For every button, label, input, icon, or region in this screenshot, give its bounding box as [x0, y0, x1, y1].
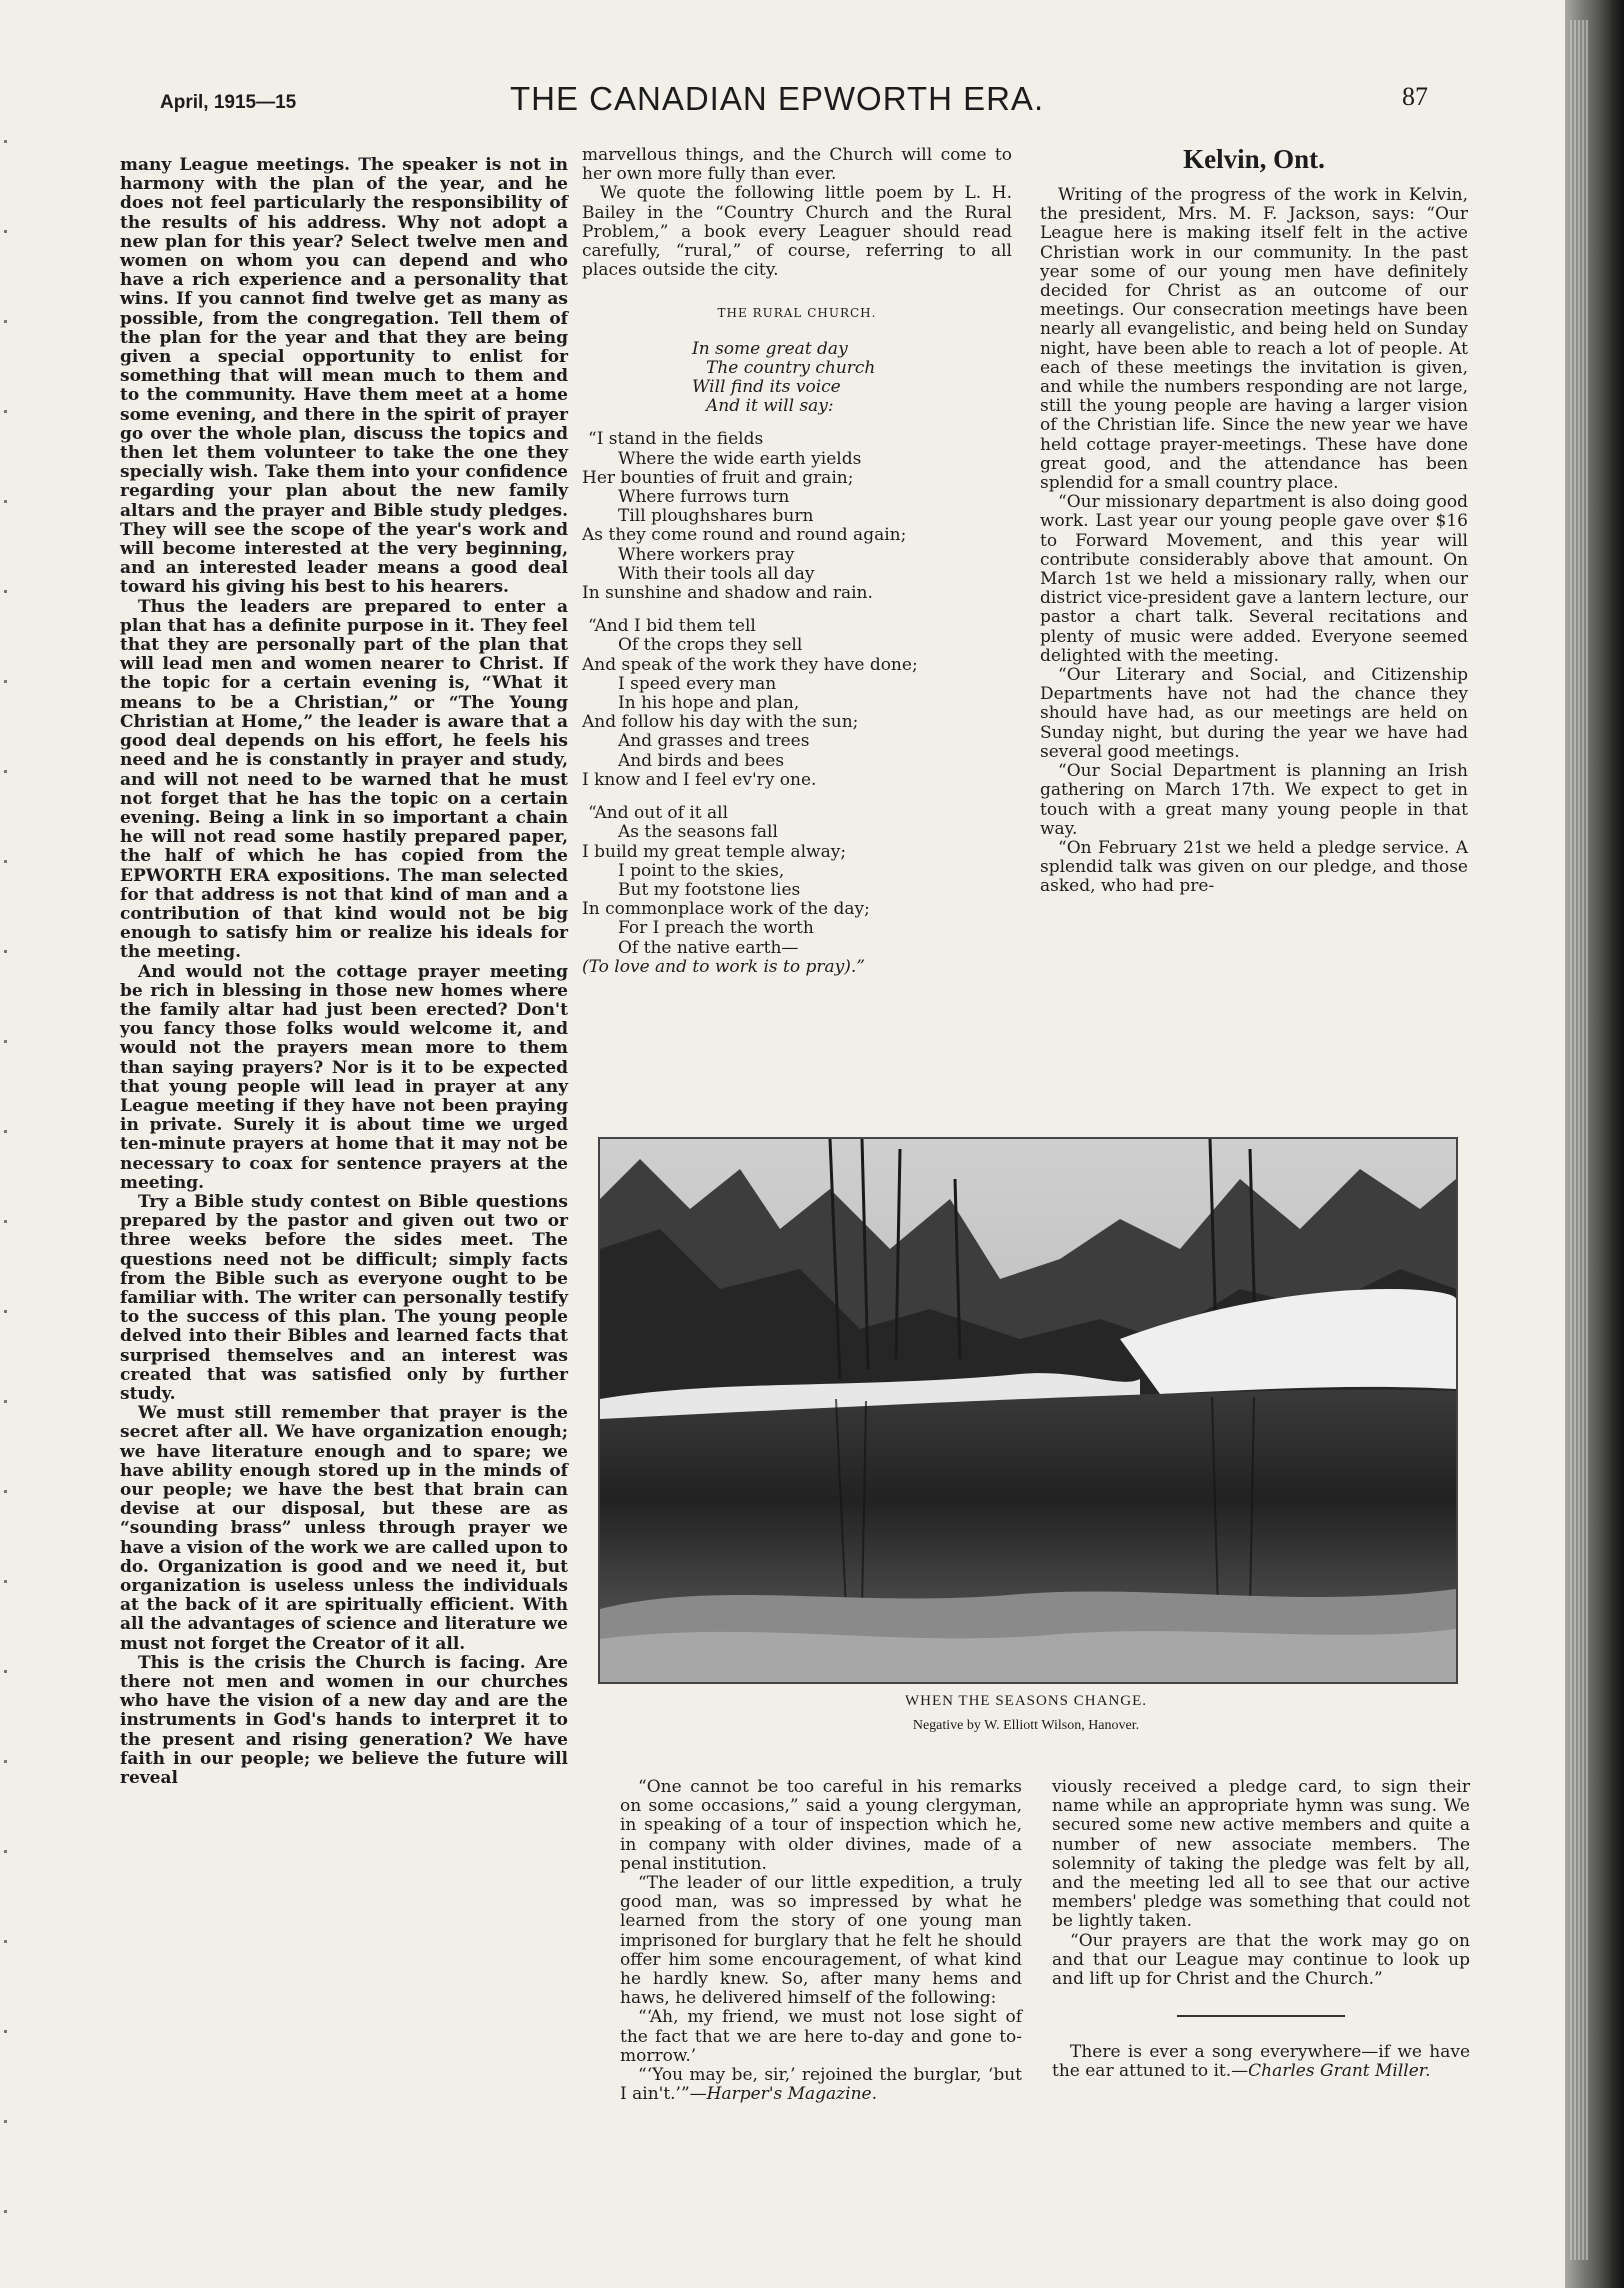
paragraph: “One cannot be too careful in his remarks on some occasions,” said a young clergyman, in speaking of a tour of inspection which he, in company with older divines, made of a penal institution. — [620, 1777, 1022, 1874]
section-heading: Kelvin, Ont. — [1183, 144, 1325, 174]
poem-line: Her bounties of fruit and grain; — [582, 467, 854, 488]
poem-line: “I stand in the fields — [588, 429, 764, 450]
paragraph: “On February 21st we held a pledge service. A splendid talk was given on our pledge, and those asked, who had pre- — [1040, 837, 1468, 897]
poem-line: I build my great temple alway; — [582, 841, 847, 862]
source-attribution: —Harper's Magazine. — [689, 2084, 877, 2105]
divider — [1177, 2015, 1345, 2017]
poem-title: THE RURAL CHURCH. — [717, 306, 877, 321]
poem-line: Where furrows turn — [618, 487, 790, 508]
poem-line: In commonplace work of the day; — [582, 899, 870, 920]
poem-line: I speed every man — [618, 673, 777, 694]
poem-line: In some great day — [692, 338, 848, 359]
issue-date: April, 1915—15 — [160, 92, 297, 113]
poem-line: Will find its voice — [692, 377, 841, 398]
winter-stream-photo — [598, 1137, 1458, 1684]
paragraph: “The leader of our little expedition, a truly good man, was so impressed by what he learned from the story of one young man imprisoned for burglary that he felt he should offer him some encouragement, of what kind he hardly knew. So, after many hems and haws, he delivered himself of the following: — [620, 1873, 1022, 2009]
poem-line: Of the crops they sell — [618, 635, 803, 656]
paragraph: “Our missionary department is also doing good work. Last year our young people gave over $16 to Forward Movement, and this year will contribute considerably above that amount. On March 1st we held a missionary rally, when our district vice-president gave a lantern lecture, our pastor a chart talk. Several recitations and plenty of music were added. Everyone seemed delighted with the meeting. — [1040, 492, 1468, 666]
poem-line: With their tools all day — [618, 563, 815, 584]
paragraph: “Our Literary and Social, and Citizenship Departments have not had the chance they should have had, as our meetings are held on Sunday night, but during the year we have had several good meetings. — [1040, 665, 1468, 762]
poem-line: But my footstone lies — [618, 879, 801, 900]
photo-caption: WHEN THE SEASONS CHANGE. — [904, 1693, 1148, 1709]
poem-line: “And I bid them tell — [588, 616, 756, 637]
paragraph: Writing of the progress of the work in Kelvin, the president, Mrs. M. F. Jackson, says: “Our League here is making itself felt in the active Christian work in our community. In the past year some of our young men have definitely decided for Christ as an outcome of our meetings. Our consecration meetings have been nearly all evangelistic, and being held on Sunday night, have been able to reach a lot of people. At each of these meetings the invitation is given, and while the numbers responding are not large, still the young people are having a larger vision of the Christian life. Since the new year we have held cottage prayer-meetings. These have done great good, and the attendance has been splendid for a small country place. — [1040, 185, 1468, 494]
page-edges — [1570, 20, 1588, 2260]
poem-stanza-1 — [582, 430, 1012, 603]
quote — [1052, 2043, 1470, 2081]
paragraph: Try a Bible study contest on Bible questions prepared by the pastor and given out two or three weeks before the sides meet. The questions need not be difficult; simply facts from the Bible such as everyone ought to be familiar with. The writer can personally testify to the success of this plan. The young people delved into their Bibles and learned facts that surprised themselves and an interest was created that was satisfied only by further study. — [120, 1191, 568, 1404]
paragraph: We quote the following little poem by L. H. Bailey in the “Country Church and the Rural Problem,” a book every Leaguer should read carefully, “rural,” of course, referring to all places outside the city. — [582, 183, 1012, 281]
paragraph — [620, 2066, 1022, 2104]
poem-line: Till ploughshares burn — [618, 506, 814, 527]
poem-line: And birds and bees — [618, 750, 785, 771]
poem-line: Where the wide earth yields — [618, 448, 862, 469]
paragraph: And would not the cottage prayer meeting be rich in blessing in those new homes where the family altar had just been erected? Don't you fancy those folks would welcome it, and would not the prayers mean more to them than saying prayers? Nor is it to be expected that young people will lead in prayer at any League meeting if they have not been praying in private. Surely it is about time we urged ten-minute prayers at home that it may not be necessary to coax for sentence prayers at the meeting. — [120, 961, 568, 1193]
poem-line: As they come round and round again; — [582, 525, 907, 546]
paragraph: “Our prayers are that the work may go on and that our League may continue to look up and lift up for Christ and the Church.” — [1052, 1930, 1470, 1990]
page-number: 87 — [1402, 82, 1428, 111]
paragraph: viously received a pledge card, to sign their name while an appropriate hymn was sung. We secured some new active members and quite a number of new associate members. The solemnity of taking the pledge was felt by all, and the meeting led all to see that our active members' pledge was something that could not be lightly taken. — [1052, 1777, 1470, 1932]
poem-line: As the seasons fall — [618, 822, 778, 843]
paragraph: “Our Social Department is planning an Irish gathering on March 17th. We expect to get in touch with a great many young people in that way. — [1040, 761, 1468, 839]
left-margin-marks — [4, 140, 7, 2270]
column-3 — [1040, 186, 1468, 897]
poem-line: “And out of it all — [588, 803, 729, 824]
poem-line: And it will say: — [706, 396, 834, 417]
paragraph: marvellous things, and the Church will come to her own more fully than ever. — [582, 145, 1012, 185]
magazine-title: THE CANADIAN EPWORTH ERA. — [510, 80, 1045, 117]
paragraph: many League meetings. The speaker is not in harmony with the plan of the year, and he does not feel particularly the responsibility of the results of his address. Why not adopt a new plan for this year? Select twelve men and women on whom you can depend and who have a rich experience and a personality that wins. If you cannot find twelve get as many as possible, from the congregation. Tell them of the plan for the year and that they are being given a special opportunity to enlist for something that will mean much to them and to the community. Have them meet at a home some evening, and there in the spirit of prayer go over the whole plan, discuss the topics and then let them volunteer to take the one they specially wish. Take them into your confidence regarding your plan about the new family altars and the prayer and Bible study pledges. They will see the scope of the year's work and will become interested at the very beginning, and an interested leader means a good deal toward his giving his best to his hearers. — [120, 155, 568, 598]
column-5 — [1052, 1778, 1470, 2082]
poem-stanza-2 — [582, 617, 1012, 790]
poem-line: (To love and to work is to pray).” — [582, 956, 865, 977]
photo-credit: Negative by W. Elliott Wilson, Hanover. — [912, 1718, 1140, 1733]
paragraph: We must still remember that prayer is the secret after all. We have organization enough; we have literature enough and to spare; we have ability enough stored up in the minds of our people; we have the best that brain can devise at our disposal, but these are as “sounding brass” unless through prayer we have a vision of the work we are called upon to do. Organization is good and we need it, but organization is useless unless the individuals at the back of it are spiritually efficient. With all the advantages of science and literature we must not forget the Creator of it all. — [120, 1403, 568, 1654]
poem-line: And speak of the work they have done; — [582, 654, 918, 675]
quote-text: There is ever a song everywhere—if we have the ear attuned to it. — [1052, 2042, 1470, 2082]
poem-line: And follow his day with the sun; — [582, 712, 859, 733]
column-2 — [582, 146, 1012, 977]
poem-line: Of the native earth— — [618, 937, 799, 958]
poem-stanza-3 — [582, 804, 1012, 977]
poem-line: And grasses and trees — [618, 731, 810, 752]
paragraph: “‘Ah, my friend, we must not lose sight of the fact that we are here to-day and gone to-morrow.’ — [620, 2007, 1022, 2066]
paragraph: Thus the leaders are prepared to enter a plan that has a definite purpose in it. They feel that they are personally part of the plan that will lead men and women nearer to Christ. If the topic for a certain evening is, “What it means to be a Christian,” or “The Young Christian at Home,” the leader is aware that a good deal depends on his effort, he feels his need and he is constantly in prayer and study, and will not need to be warned that he must not forget that he has the topic on a certain evening. Being a link in so important a chain he will not read some hastily prepared paper, the half of which he has copied from the EPWORTH ERA expositions. The man selected for that address is not that kind of man and a contribution of that kind would not be big enough to satisfy him or realize his ideals for the meeting. — [120, 596, 568, 963]
poem-line: In his hope and plan, — [618, 693, 800, 714]
poem-line: In sunshine and shadow and rain. — [582, 583, 873, 604]
poem-line: I know and I feel ev'ry one. — [582, 769, 817, 790]
poem-line: Where workers pray — [618, 544, 795, 565]
poem-line: I point to the skies, — [618, 860, 785, 881]
poem-line: For I preach the worth — [618, 918, 814, 939]
quote-author: —Charles Grant Miller. — [1231, 2061, 1431, 2082]
poem-line: The country church — [706, 357, 876, 378]
poem-intro — [582, 340, 1012, 417]
column-1 — [120, 156, 568, 1788]
paragraph: This is the crisis the Church is facing. Are there not men and women in our churches who have the vision of a new day and are the instruments in God's hands to interpret it to the present and rising generation? We have faith in our people; we believe the future will reveal — [120, 1652, 568, 1789]
anecdote-ending: “‘You may be, sir,’ rejoined the burglar, ‘but I ain't.’” — [620, 2065, 1022, 2105]
column-4 — [620, 1778, 1022, 2104]
